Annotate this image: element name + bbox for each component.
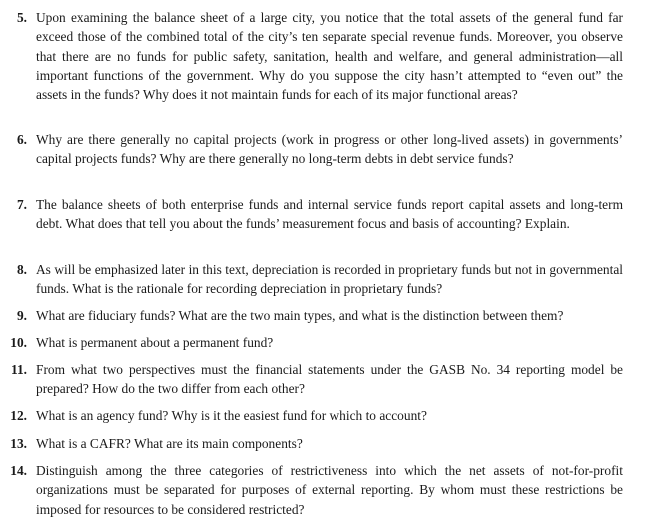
question-text: As will be emphasized later in this text, depreciation is recorded in proprietary funds but not in governmental funds. What is the rationale for recording depreciation in proprietary funds? — [36, 262, 623, 297]
question-text: From what two perspectives must the financial statements under the GASB No. 34 reporting model be prepared? How do the two differ from each other? — [36, 362, 623, 397]
question-number: 9. — [16, 308, 27, 323]
question-text: What is a CAFR? What are its main components? — [36, 436, 303, 451]
question-text: What is permanent about a permanent fund? — [36, 335, 274, 350]
question-text: The balance sheets of both enterprise funds and internal service funds report capital assets and long-term debt. What does that tell you about the funds’ measurement focus and basis of accounting? Explain. — [36, 197, 623, 232]
question-number: 6. — [16, 132, 27, 147]
question-number: 12. — [10, 408, 27, 423]
question-number: 7. — [16, 197, 27, 212]
question-text: Why are there generally no capital projects (work in progress or other long-lived assets) in governments’ capital projects funds? Why are there generally no long-term debts in debt service funds? — [36, 132, 623, 167]
question-text: What is an agency fund? Why is it the easiest fund for which to account? — [36, 408, 427, 423]
question-text: Upon examining the balance sheet of a large city, you notice that the total assets of the general fund far exceed those of the combined total of the city’s ten separate special revenue funds. Moreover, you observe that there are no funds for public safety, sanitation, health and welfare, and general administration—all important functions of the government. Why do you suppose the city hasn’t attempted to “even out” the assets in the funds? Why does it not maintain funds for each of its major functional areas? — [36, 10, 623, 103]
question-text: What are fiduciary funds? What are the two main types, and what is the distinction between them? — [36, 308, 564, 323]
question-number: 13. — [10, 436, 27, 451]
question-text: Distinguish among the three categories of restrictiveness into which the net assets of not-for-profit organizations must be separated for purposes of external reporting. By whom must these restrictions be imposed for resources to be considered restricted? — [36, 463, 623, 517]
question-number: 14. — [10, 463, 27, 478]
question-number: 5. — [16, 10, 27, 25]
question-number: 11. — [11, 362, 27, 377]
question-number: 8. — [16, 262, 27, 277]
question-number: 10. — [10, 335, 27, 350]
